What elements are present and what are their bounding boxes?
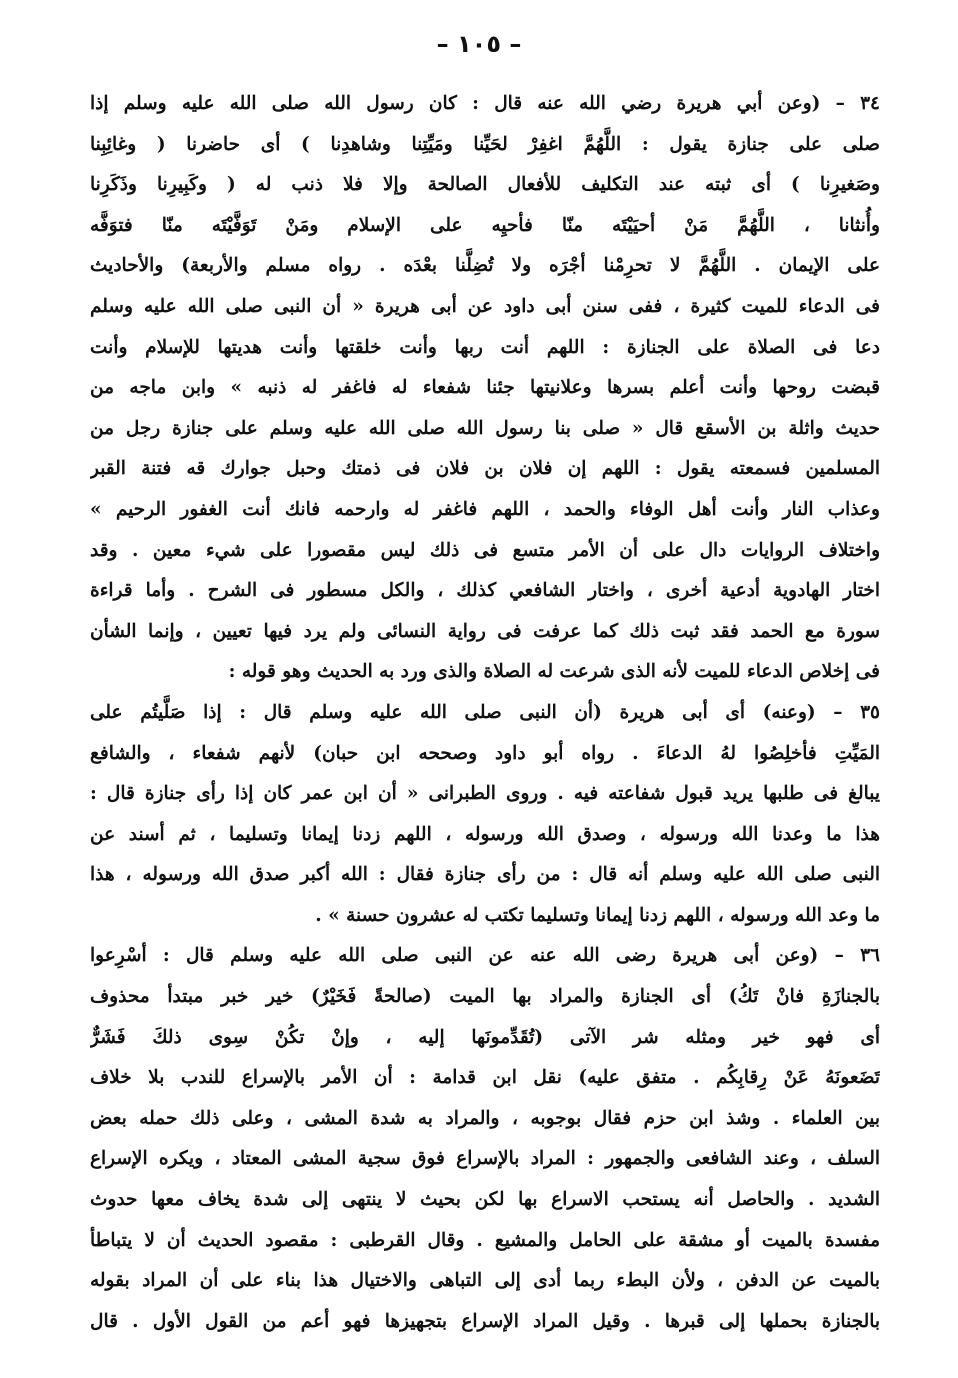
text-line: اختار الهادوية أدعية أخرى ، واختار الشافعي كذلك ، والكل مسطور فى الشرح . وأما قراءة <box>90 580 880 602</box>
text-line: يبالغ فى طلبها يريد قبول شفاعته فيه . وروى الطبرانى « أن ابن عمر كان إذا رأى جنازة قال : <box>90 783 880 805</box>
text-line: مفسدة بالميت أو مشقة على الحامل والمشيع . وقال القرطبى : مقصود الحديث أن لا يتباطأ <box>90 1229 880 1251</box>
text-line: ٣٤ – (وعن أبي هريرة رضي الله عنه قال : كان رسول الله صلى الله عليه وسلم إذا <box>90 93 880 114</box>
text-line: ٣٥ – (وعنه) أى أبى هريرة (أن النبى صلى الله عليه وسلم قال : إذا صَلَّيتُم على <box>90 701 880 723</box>
text-line: السلف ، وعند الشافعى والجمهور : المراد بالإسراع فوق سجية المشى المعتاد ، ويكره الإسراع <box>90 1148 880 1170</box>
text-line: بالجنازة بحملها إلى قبرها . وقيل المراد الإسراع بتجهيزها فهو أعم من القول الأول . قال <box>90 1310 880 1332</box>
page-number: – ١٠٥ – <box>436 30 522 58</box>
text-line: تَضَعونَهُ عَنْ رِقابِكُم . متفق عليه) نقل ابن قدامة : أن الأمر بالإسراع للندب بلا خلاف <box>90 1067 880 1089</box>
text-line: فى الدعاء للميت كثيرة ، ففى سنن أبى داود عن أبى هريرة « أن النبى صلى الله عليه وسلم <box>90 295 880 317</box>
text-line: قبضت روحها وأنت أعلم بسرها وعلانيتها جئنا شفعاء له فاغفر له ذنبه » وابن ماجه من <box>90 377 880 399</box>
text-line: المسلمين فسمعته يقول : اللهم إن فلان بن فلان فى ذمتك وحبل جوارك قه فتنة القبر <box>90 458 880 480</box>
text-line: بالجنازَةِ فانْ تَكُ) أى الجنازة والمراد بها الميت (صالحةً فَخَيْرٌ) خير خبر مبتدأ محذوف <box>90 986 880 1008</box>
text-line: أى فهو خير ومثله شر الآتى (تُقَدِّمونَها إليه ، وإنْ تكُنْ سِوى ذلكَ فَشَرٌّ <box>90 1026 880 1048</box>
text-line: الشديد . والحاصل أنه يستحب الاسراع بها لكن بحيث لا ينتهى إلى شدة يخاف معها حدوث <box>90 1189 880 1211</box>
text-line: النبى صلى الله عليه وسلم أنه قال : من رأى جنازة فقال : الله أكبر صدق الله ورسوله ، هذا <box>90 864 880 886</box>
text-line: ما وعد الله ورسوله ، اللهم زدنا إيمانا وتسليما تكتب له عشرون حسنة » . <box>315 904 880 926</box>
text-line: وصَغيرِنا ) أى ثبته عند التكليف للأفعال الصالحة وإلا فلا ذنب له ( وكَبِيرِنا وذَكَرِنا <box>90 174 880 196</box>
page-body-text <box>90 84 880 1342</box>
text-line: هذا ما وعدنا الله ورسوله ، وصدق الله ورسوله ، اللهم زدنا إيمانا وتسليما ، ثم أسند عن <box>90 823 880 845</box>
text-line: ٣٦ – (وعن أبى هريرة رضى الله عنه عن النبى صلى الله عليه وسلم قال : أسْرِعوا <box>90 945 880 967</box>
text-line: واختلاف الروايات دال على أن الأمر متسع فى ذلك ليس مقصورا على شيء معين . وقد <box>90 539 880 561</box>
text-line: دعا فى الصلاة على الجنازة : اللهم أنت ربها وأنت خلقتها وأنت هديتها للإسلام وأنت <box>90 336 880 358</box>
text-line: وعذاب النار وأنت أهل الوفاء والحمد ، اللهم فاغفر له وارحمه فانك أنت الغفور الرحيم » <box>90 498 880 520</box>
text-line: سورة مع الحمد فقد ثبت ذلك كما عرفت فى رواية النسائى ولم يرد فيها تعيين ، وإنما الشأن <box>90 620 880 642</box>
text-line: بين العلماء . وشذ ابن حزم فقال بوجوبه ، والمراد به شدة المشى ، وعلى ذلك حمله بعض <box>90 1107 880 1129</box>
text-line: المَيِّتِ فأخلِصُوا لهُ الدعاءَ . رواه أبو داود وصححه ابن حبان) لأنهم شفعاء ، والشافع <box>90 742 880 764</box>
text-line: حديث واثلة بن الأسقع قال « صلى بنا رسول الله صلى الله عليه وسلم على جنازة رجل من <box>90 417 880 439</box>
text-line: وأُنثانا ، اللَّهُمَّ مَنْ أحيَيْتَه منّا فأحيِه على الإسلام ومَنْ تَوَفَّيْتَه منّا فتوَفَّه <box>90 214 880 236</box>
text-line: بالميت عن الدفن ، ولأن البطء ربما أدى إلى التباهى والاختيال هذا بناء على أن المراد بقوله <box>90 1270 880 1292</box>
text-line: فى إخلاص الدعاء للميت لأنه الذى شرعت له الصلاة والذى ورد به الحديث وهو قوله : <box>228 661 880 683</box>
text-line: صلى على جنازة يقول : اللَّهُمَّ اغفِرْ لحَيِّنا ومَيِّتِنا وشاهدِنا ) أى حاضرنا ( وغائِبِنا <box>90 133 880 155</box>
text-line: على الإيمان . اللَّهُمَّ لا تحرِمْنا أجْرَه ولا تُضِلَّنا بعْدَه . رواه مسلم والأربعة) والأحاديث <box>90 255 880 277</box>
